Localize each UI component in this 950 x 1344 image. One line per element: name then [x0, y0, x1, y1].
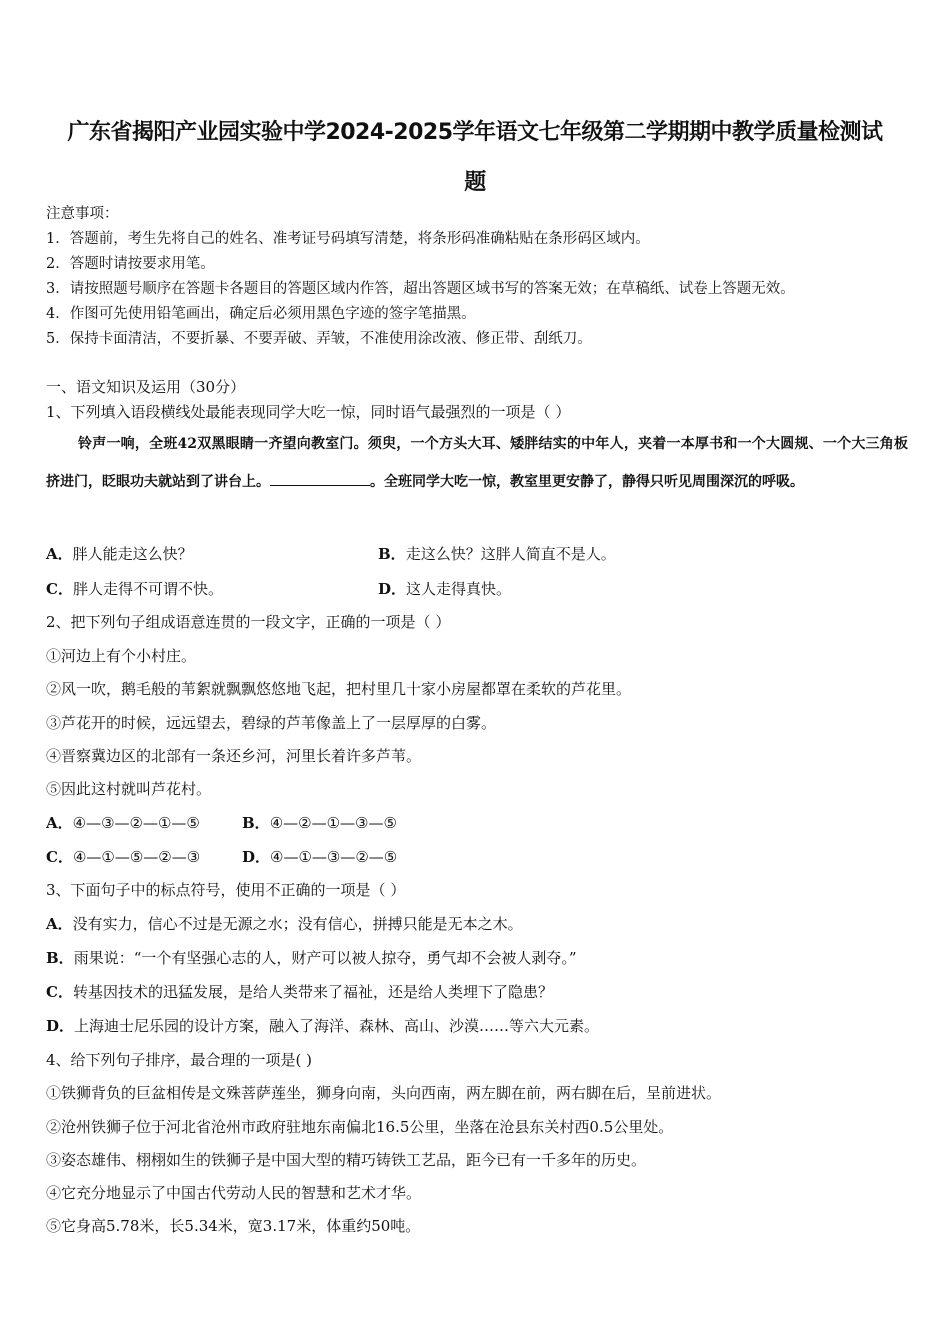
- title-line-2: 题: [464, 170, 486, 195]
- notice-item: 5．保持卡面清洁，不要折暴、不要弄破、弄皱，不准使用涂改液、修正带、刮纸刀。: [46, 331, 592, 347]
- question-1-stem: 1、下列填入语段横线处最能表现同学大吃一惊，同时语气最强烈的一项是（ ）: [46, 403, 571, 421]
- q4-sentence: ④它充分地显示了中国古代劳动人民的智慧和艺术才华。: [46, 1184, 422, 1202]
- q2-sentence: ①河边上有个小村庄。: [46, 647, 197, 665]
- question-1-passage: [46, 425, 908, 501]
- section-heading: 一、语文知识及运用（30分）: [46, 378, 246, 396]
- page-title: [40, 108, 910, 208]
- q4-sentence: ⑤它身高5.78米，长5.34米，宽3.17米，体重约50吨。: [46, 1217, 421, 1235]
- q4-sentence: ②沧州铁狮子位于河北省沧州市政府驻地东南偏北16.5公里，坐落在沧县东关村西0.5公里处。: [46, 1118, 674, 1136]
- q2-sentence: ②风一吹，鹅毛般的苇絮就飘飘悠悠地飞起，把村里几十家小房屋都罩在柔软的芦花里。: [46, 680, 632, 698]
- notice-item: 1．答题前，考生先将自己的姓名、准考证号码填写清楚，将条形码准确粘贴在条形码区域内。: [46, 231, 650, 247]
- q2-sentence: ⑤因此这村就叫芦花村。: [46, 780, 212, 798]
- question-2-stem: 2、把下列句子组成语意连贯的一段文字，正确的一项是（ ）: [46, 613, 451, 631]
- q2-option-d: D．④—①—③—②—⑤: [242, 848, 398, 866]
- q3-option-c: C．转基因技术的迅猛发展，是给人类带来了福祉，还是给人类埋下了隐患？: [46, 983, 553, 1001]
- q4-sentence: ③姿态雄伟、栩栩如生的铁狮子是中国大型的精巧铸铁工艺品，距今已有一千多年的历史。: [46, 1151, 647, 1169]
- q1-option-a: A．胖人能走这么快？: [46, 545, 193, 563]
- q4-sentence: ①铁狮背负的巨盆相传是文殊菩萨莲坐，狮身向南，头向西南，两左脚在前，两右脚在后，呈前进状。: [46, 1084, 722, 1102]
- q2-sentence: ④晋察冀边区的北部有一条还乡河，河里长着许多芦苇。: [46, 747, 422, 765]
- title-line-1: 广东省揭阳产业园实验中学2024-2025学年语文七年级第二学期期中教学质量检测试: [67, 120, 883, 145]
- q1-option-d: D．这人走得真快。: [378, 580, 512, 598]
- question-4-stem: 4、给下列句子排序，最合理的一项是( ): [46, 1051, 313, 1069]
- q1-option-c: C．胖人走得不可谓不快。: [46, 580, 223, 598]
- question-3-stem: 3、下面句子中的标点符号，使用不正确的一项是（ ）: [46, 881, 406, 899]
- passage-before: 铃声一响，全班42双黑眼睛一齐望向教室门。须臾，一个方头大耳、矮胖结实的中年人，夹着一本厚书和一个大圆规、一个大三角板挤进门，眨眼功夫就站到了讲台上。: [46, 436, 908, 490]
- notice-heading: 注意事项：: [46, 206, 119, 222]
- q2-option-b: B．④—②—①—③—⑤: [242, 814, 397, 832]
- q2-option-c: C．④—①—⑤—②—③: [46, 848, 201, 866]
- notice-item: 2．答题时请按要求用笔。: [46, 256, 215, 272]
- notice-item: 3．请按照题号顺序在答题卡各题目的答题区域内作答，超出答题区域书写的答案无效；在草稿纸、试卷上答题无效。: [46, 281, 795, 297]
- answer-blank: [270, 471, 370, 486]
- q3-option-b: B．雨果说：“一个有坚强心志的人，财产可以被人掠夺，勇气却不会被人剥夺。”: [46, 949, 577, 967]
- notice-item: 4．作图可先使用铅笔画出，确定后必须用黑色字迹的签字笔描黑。: [46, 306, 476, 322]
- q3-option-a: A．没有实力，信心不过是无源之水；没有信心，拼搏只能是无本之木。: [46, 915, 523, 933]
- q3-option-d: D．上海迪士尼乐园的设计方案，融入了海洋、森林、高山、沙漠……等六大元素。: [46, 1017, 600, 1035]
- q2-sentence: ③芦花开的时候，远远望去，碧绿的芦苇像盖上了一层厚厚的白雾。: [46, 714, 497, 732]
- passage-after: 。全班同学大吃一惊，教室里更安静了，静得只听见周围深沉的呼吸。: [370, 474, 804, 490]
- q2-option-a: A．④—③—②—①—⑤: [46, 814, 200, 832]
- q1-option-b: B．走这么快？这胖人简直不是人。: [378, 545, 616, 563]
